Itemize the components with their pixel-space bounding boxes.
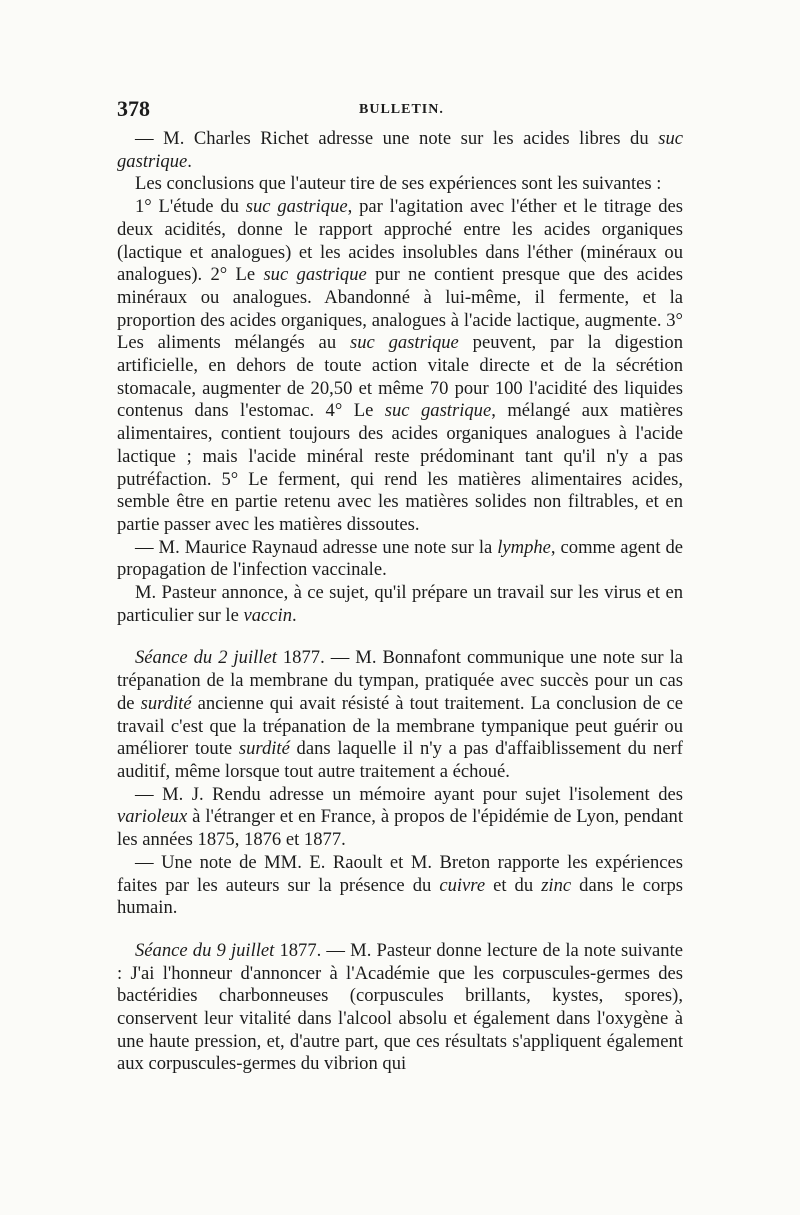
- italic-run: varioleux: [117, 806, 188, 828]
- italic-run: suc gastrique: [263, 264, 367, 286]
- text-run: .: [187, 150, 192, 172]
- italic-run: suc gastrique: [349, 332, 459, 354]
- text-run: dans laquelle il n'y a pas d'affaiblissement du nerf auditif, même lorsque tout autre traitement a échoué.: [117, 738, 683, 782]
- page-body: [117, 128, 683, 1076]
- paragraph-raoult-breton: [117, 852, 683, 920]
- text-run: 1877. — M. Pasteur donne lecture de la note suivante : J'ai l'honneur d'annoncer à l'Académie que les corpuscules-germes des bactéridies charbonneuses (corpuscules brillants, kystes, spores), conservent leur vitalité dans l'alcool absolu et également dans l'oxygène à une haute pression, et, d'autre part, que ces résultats s'appliquent également aux corpuscules-germes du vibrion qui: [117, 939, 683, 1075]
- text-run: .: [292, 604, 297, 626]
- page-number: 378: [117, 96, 150, 121]
- text-run: , comme agent de propagation de l'infection vaccinale.: [117, 536, 684, 581]
- italic-run: Séance du 2 juillet: [135, 647, 277, 669]
- text-run: Les conclusions que l'auteur tire de ses expériences sont les suivantes :: [135, 173, 662, 195]
- text-run: ancienne qui avait résisté à tout traitement. La conclusion de ce travail c'est que la trépanation de la membrane tympanique peut guérir ou améliorer toute: [117, 692, 683, 760]
- italic-run: suc gastrique: [245, 196, 348, 218]
- text-run: à l'étranger et en France, à propos de l'épidémie de Lyon, pendant les années 1875, 1876 et 1877.: [117, 806, 683, 851]
- italic-run: surdité: [140, 692, 192, 714]
- paragraph-richet-intro: [117, 128, 683, 173]
- running-head: BULLETIN.: [359, 102, 444, 117]
- text-run: et du: [485, 874, 542, 896]
- paragraph-raynaud: [117, 537, 683, 582]
- text-run: , par l'agitation avec l'éther et le titrage des deux acidités, donne le rapport approché entre les acides organiques (lactique et analogues) et les acides insolubles dans l'éther (minéraux ou analogues). 2° Le: [117, 196, 683, 286]
- italic-run: zinc: [541, 874, 572, 896]
- text-run: 1° L'étude du: [135, 196, 246, 218]
- italic-run: suc gastrique: [384, 400, 492, 422]
- italic-run: vaccin: [243, 604, 293, 626]
- paragraph-conclusions-list: [117, 196, 683, 537]
- italic-run: lymphe: [497, 536, 551, 558]
- italic-run: cuivre: [439, 874, 486, 896]
- italic-run: suc gastrique: [117, 128, 683, 172]
- text-run: M. Pasteur annonce, à ce sujet, qu'il prépare un travail sur les virus et en particulier sur le: [117, 582, 683, 626]
- text-run: peuvent, par la digestion artificielle, en dehors de toute action vitale directe et de la sécrétion stomacale, augmenter de 20,50 et même 70 pour 100 l'acidité des liquides contenus dans l'estomac. 4° Le: [117, 332, 683, 422]
- text-run: 1877. — M. Bonnafont communique une note sur la trépanation de la membrane du tympan, pratiquée avec succès pour un cas de: [117, 647, 683, 714]
- paragraph-conclusions-intro: [117, 173, 683, 196]
- paragraph-seance-2-juillet: [117, 647, 683, 783]
- italic-run: surdité: [238, 738, 290, 760]
- paragraph-seance-9-juillet: [117, 940, 683, 1076]
- text-run: dans le corps humain.: [117, 874, 683, 919]
- text-run: — M. Charles Richet adresse une note sur les acides libres du: [135, 128, 659, 149]
- text-run: pur ne contient presque que des acides minéraux ou analogues. Abandonné à lui-même, il fermente, et la proportion des acides organiques, analogues à l'acide lactique, augmente. 3° Les aliments mélangés au: [117, 264, 683, 354]
- text-run: — Une note de MM. E. Raoult et M. Breton rapporte les expériences faites par les auteurs sur la présence du: [117, 851, 683, 896]
- text-run: , mélangé aux matières alimentaires, contient toujours des acides organiques analogues à l'acide lactique ; mais l'acide minéral reste prédominant tant qu'il n'y a pas putréfaction. 5° Le ferment, qui rend les matières alimentaires acides, semble être en partie retenu avec les matières solides non filtrables, et en partie passer avec les matières dissoutes.: [117, 400, 683, 535]
- page-header: [117, 96, 683, 126]
- text-run: — M. J. Rendu adresse un mémoire ayant pour sujet l'isolement des: [135, 783, 683, 805]
- text-run: — M. Maurice Raynaud adresse une note sur la: [135, 536, 498, 558]
- paragraph-rendu: [117, 784, 683, 852]
- italic-run: Séance du 9 juillet: [135, 939, 275, 961]
- paragraph-pasteur-vaccin: [117, 582, 683, 627]
